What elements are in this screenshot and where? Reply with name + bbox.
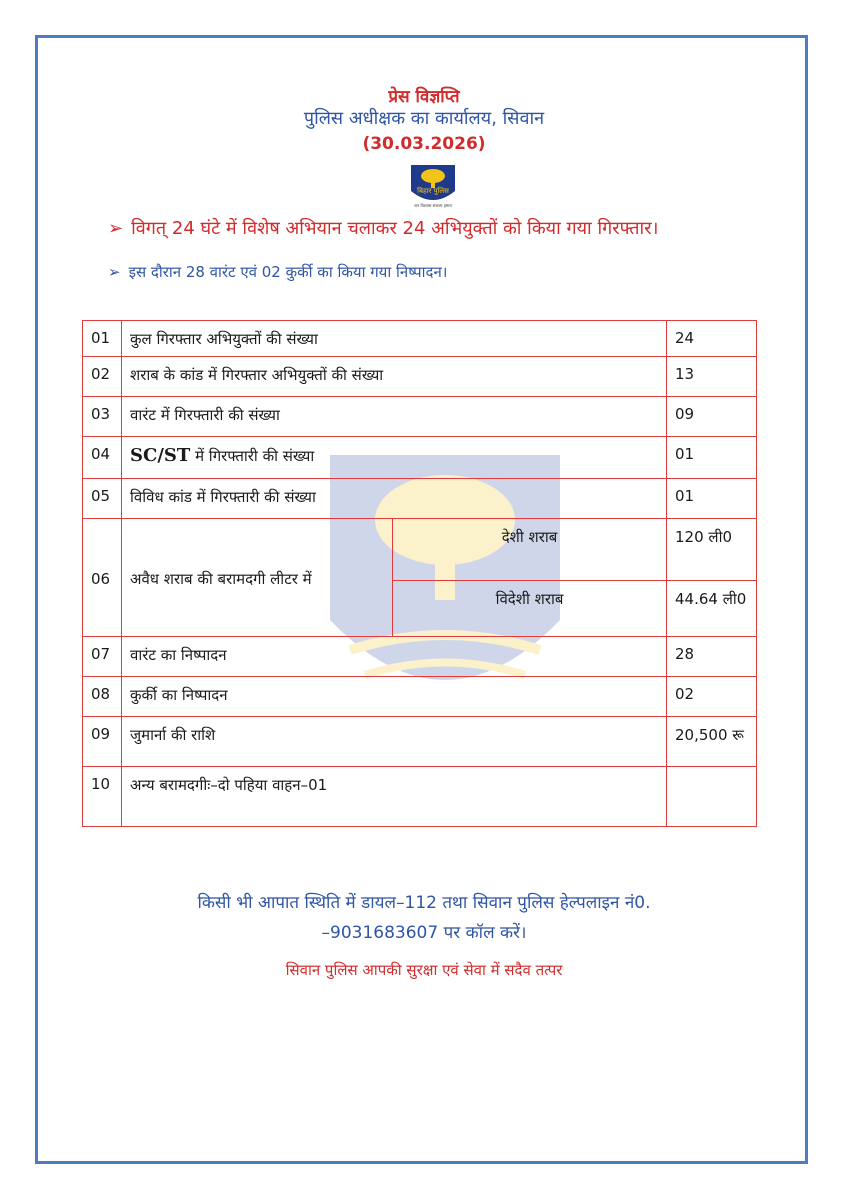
statistics-table: [82, 320, 757, 827]
row-value: 120 ली0: [667, 519, 757, 581]
table-row: [83, 397, 757, 437]
row-label: अन्य बरामदगीः–दो पहिया वाहन–01: [122, 767, 667, 827]
row-number: 08: [83, 677, 122, 717]
row-label: जुमार्ना की राशि: [122, 717, 667, 767]
row-label: कुल गिरफ्तार अभियुक्तों की संख्या: [122, 321, 667, 357]
row-number: 01: [83, 321, 122, 357]
row-label: शराब के कांड में गिरफ्तार अभियुक्तों की संख्या: [122, 357, 667, 397]
row-value: 01: [667, 437, 757, 479]
table-row: [83, 479, 757, 519]
row-label: अवैध शराब की बरामदगी लीटर में: [122, 519, 393, 637]
row-value: 02: [667, 677, 757, 717]
row-number: 05: [83, 479, 122, 519]
row-number: 04: [83, 437, 122, 479]
highlight-bullet-warrants: ➢ इस दौरान 28 वारंट एवं 02 कुर्की का किया गया निष्पादन।: [108, 263, 448, 281]
row-label: विविध कांड में गिरफ्तारी की संख्या: [122, 479, 667, 519]
row-label: वारंट का निष्पादन: [122, 637, 667, 677]
highlight-bullet-arrests: ➢ विगत् 24 घंटे में विशेष अभियान चलाकर 24 अभियुक्तों को किया गया गिरफ्तार।: [108, 218, 659, 239]
release-date: (30.03.2026): [362, 134, 486, 154]
row-value: [667, 767, 757, 827]
table-row: [83, 717, 757, 767]
arrow-icon: ➢: [108, 263, 121, 281]
helpline-notice: किसी भी आपात स्थिति में डायल–112 तथा सिवान पुलिस हेल्पलाइन नं0. –9031683607 पर कॉल करें।: [197, 893, 651, 943]
row-value: 24: [667, 321, 757, 357]
row-value: 13: [667, 357, 757, 397]
row-value: 09: [667, 397, 757, 437]
row-label: वारंट में गिरफ्तारी की संख्या: [122, 397, 667, 437]
row-value: 01: [667, 479, 757, 519]
logo-motto: जन विश्वास संकल्प हमारा: [414, 203, 452, 208]
row-value: 28: [667, 637, 757, 677]
row-number: 09: [83, 717, 122, 767]
row-number: 06: [83, 519, 122, 637]
table-row: [83, 637, 757, 677]
row-value: 20,500 रू: [667, 717, 757, 767]
row-number: 03: [83, 397, 122, 437]
police-tagline: सिवान पुलिस आपकी सुरक्षा एवं सेवा में सदैव तत्पर: [285, 961, 563, 979]
row-label: कुर्की का निष्पादन: [122, 677, 667, 717]
office-name: पुलिस अधीक्षक का कार्यालय, सिवान: [303, 108, 545, 129]
row-number: 10: [83, 767, 122, 827]
row-number: 02: [83, 357, 122, 397]
press-release-title: प्रेस विज्ञप्ति: [388, 87, 460, 107]
row-value: 44.64 ली0: [667, 581, 757, 637]
bihar-police-logo: [408, 163, 458, 209]
row-label: SC/ST में गिरफ्तारी की संख्या: [122, 437, 667, 479]
table-row: [83, 437, 757, 479]
table-row: [83, 321, 757, 357]
sub-row-label: विदेशी शराब: [393, 581, 667, 637]
table-row: [83, 767, 757, 827]
row-number: 07: [83, 637, 122, 677]
arrow-icon: ➢: [108, 218, 124, 239]
sub-row-label: देशी शराब: [393, 519, 667, 581]
scst-label: SC/ST: [130, 445, 191, 466]
table-row: [83, 357, 757, 397]
table-row: [83, 519, 757, 581]
logo-text: बिहार पुलिस: [417, 187, 449, 195]
table-row: [83, 677, 757, 717]
